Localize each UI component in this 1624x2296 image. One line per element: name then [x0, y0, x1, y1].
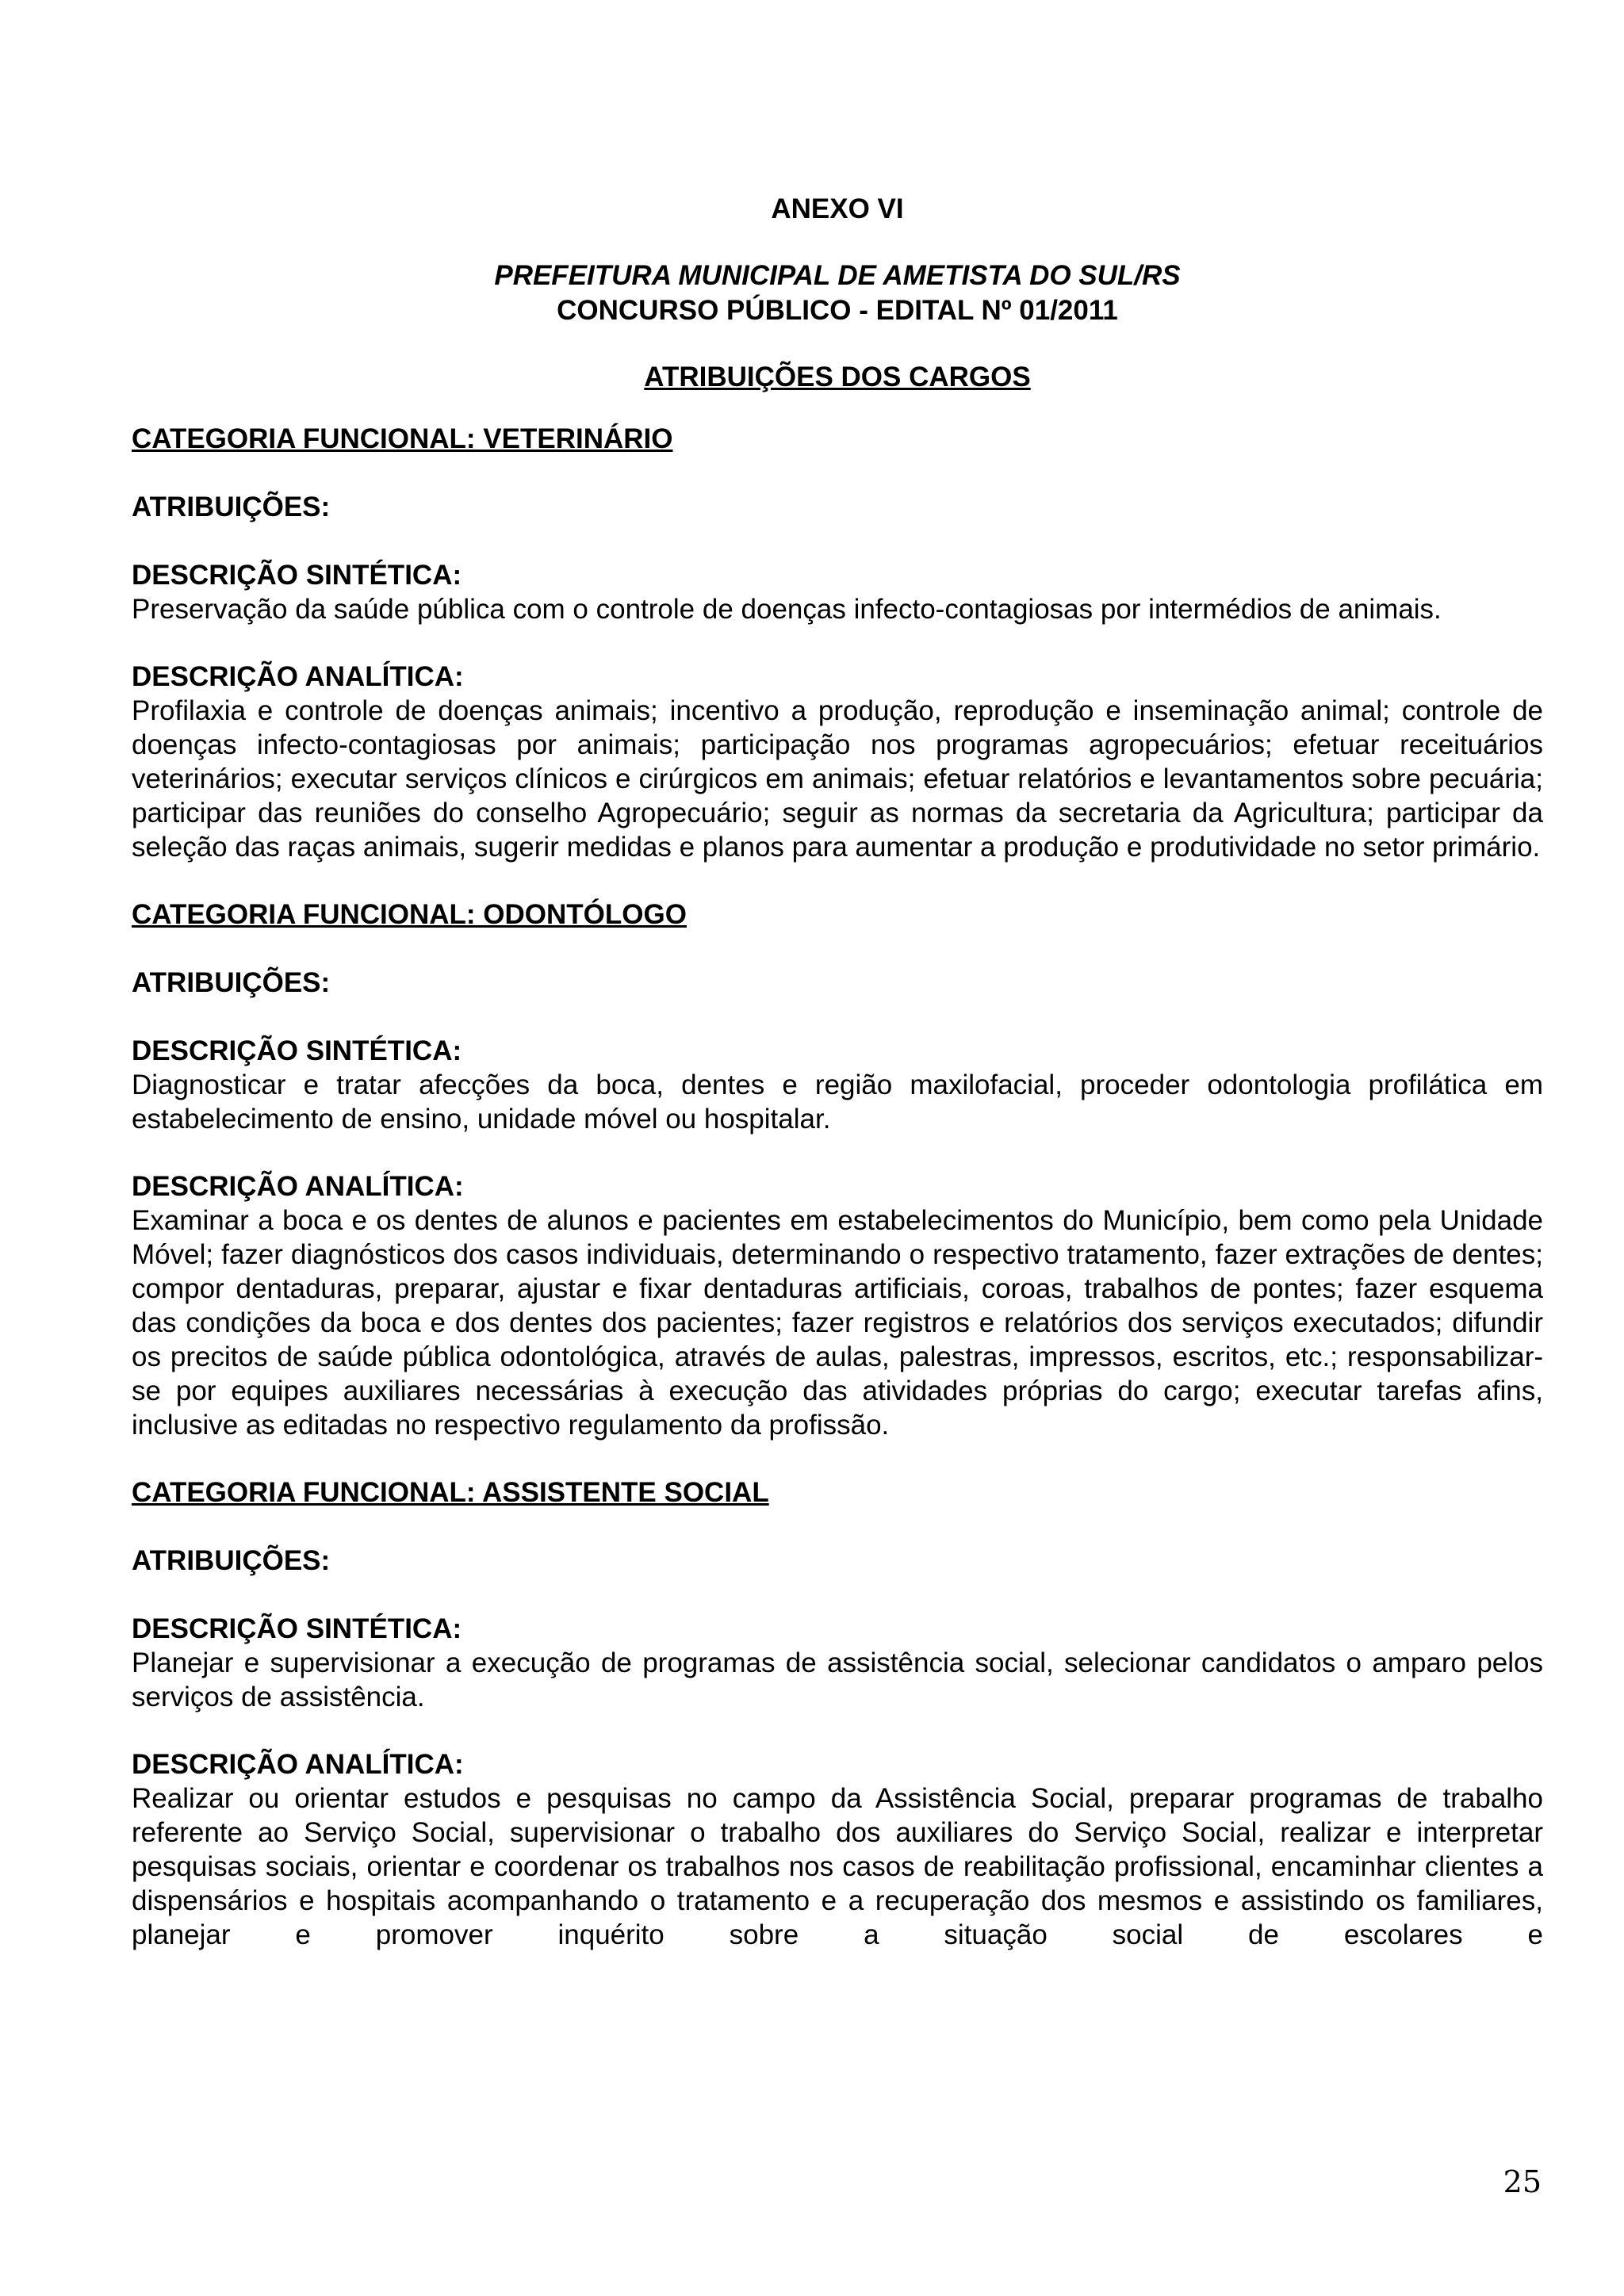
section-odontologo: [132, 897, 1543, 1442]
page-number: 25: [1503, 2164, 1542, 2199]
contest-title: CONCURSO PÚBLICO - EDITAL Nº 01/2011: [557, 295, 1118, 326]
sintetica-text: Planejar e supervisionar a execução de programas de assistência social, selecionar candidatos o amparo pelos serviços de assistência.: [132, 1647, 1543, 1712]
analitica-text: Profilaxia e controle de doenças animais; incentivo a produção, reprodução e inseminação animal; controle de doenças infecto-contagiosas por animais; participação nos programas agropecuários; efetuar receituários veterinários; executar serviços clínicos e cirúrgicos em animais; efetuar relatórios e levantamentos sobre pecuária; participar das reuniões do conselho Agropecuário; seguir as normas da secretaria da Agricultura; participar da seleção das raças animais, sugerir medidas e planos para aumentar a produção e produtividade no setor primário.: [132, 695, 1543, 863]
category-title: CATEGORIA FUNCIONAL: ODONTÓLOGO: [132, 899, 687, 930]
analitica-text: Realizar ou orientar estudos e pesquisas no campo da Assistência Social, preparar programas de trabalho referente ao Serviço Social, supervisionar o trabalho dos auxiliares do Serviço Social, realizar e interpretar pesquisas sociais, orientar e coordenar os trabalhos nos casos de reabilitação profissional, encaminhar clientes a dispensários e hospitais acompanhando o tratamento e a recuperação dos mesmos e assistindo os familiares, planejar e promover inquérito sobre a situação social de escolares e: [132, 1783, 1543, 1950]
document-title: ATRIBUIÇÕES DOS CARGOS: [644, 362, 1031, 392]
sintetica-text: Diagnosticar e tratar afecções da boca, dentes e região maxilofacial, proceder odontologia profilática em estabelecimento de ensino, unidade móvel ou hospitalar.: [132, 1070, 1543, 1135]
section-veterinario: [132, 422, 1543, 864]
category-title: CATEGORIA FUNCIONAL: VETERINÁRIO: [132, 423, 673, 454]
sintetica-label: DESCRIÇÃO SINTÉTICA:: [132, 1035, 462, 1066]
atribuicoes-label: ATRIBUIÇÕES:: [132, 1545, 331, 1576]
atribuicoes-label: ATRIBUIÇÕES:: [132, 492, 331, 522]
analitica-text: Examinar a boca e os dentes de alunos e pacientes em estabelecimentos do Município, bem como pela Unidade Móvel; fazer diagnósticos dos casos individuais, determinando o respectivo tratamento, fazer extrações de dentes; compor dentaduras, preparar, ajustar e fixar dentaduras artificiais, coroas, trabalhos de pontes; fazer esquema das condições da boca e dos dentes dos pacientes; fazer registros e relatórios dos serviços executados; difundir os precitos de saúde pública odontológica, através de aulas, palestras, impressos, escritos, etc.; responsabilizar-se por equipes auxiliares necessárias à execução das atividades próprias do cargo; executar tarefas afins, inclusive as editadas no respectivo regulamento da profissão.: [132, 1205, 1543, 1441]
annex-title: ANEXO VI: [771, 193, 904, 224]
organization-name: PREFEITURA MUNICIPAL DE AMETISTA DO SUL/RS: [494, 260, 1181, 291]
document-page: [132, 184, 1543, 1985]
sintetica-text: Preservação da saúde pública com o controle de doenças infecto-contagiosas por intermédios de animais.: [132, 594, 1442, 625]
analitica-label: DESCRIÇÃO ANALÍTICA:: [132, 1171, 464, 1202]
atribuicoes-label: ATRIBUIÇÕES:: [132, 967, 331, 998]
category-title: CATEGORIA FUNCIONAL: ASSISTENTE SOCIAL: [132, 1477, 769, 1508]
sintetica-label: DESCRIÇÃO SINTÉTICA:: [132, 1613, 462, 1644]
sintetica-label: DESCRIÇÃO SINTÉTICA:: [132, 560, 462, 591]
analitica-label: DESCRIÇÃO ANALÍTICA:: [132, 1749, 464, 1780]
analitica-label: DESCRIÇÃO ANALÍTICA:: [132, 661, 464, 692]
section-assistente-social: [132, 1475, 1543, 1952]
